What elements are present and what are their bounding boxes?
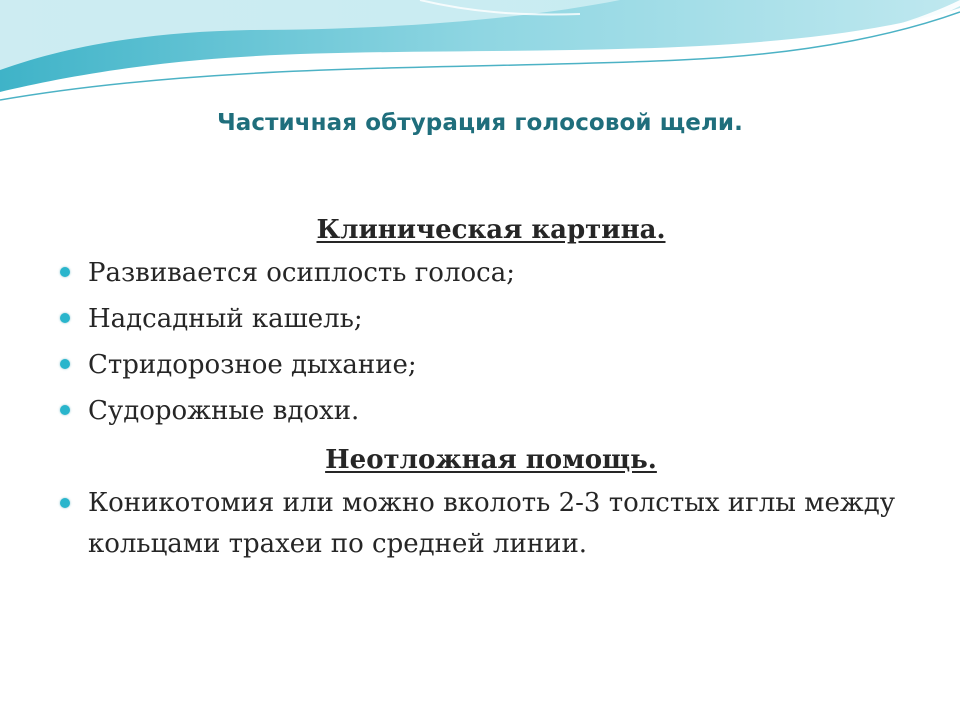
list-item-text: Судорожные вдохи. (88, 396, 360, 426)
list-item (56, 342, 926, 388)
emergency-care-heading: Неотложная помощь. (325, 445, 657, 475)
list-item-text: Развивается осиплость голоса; (88, 258, 515, 288)
clinical-picture-list (56, 250, 926, 434)
emergency-care-list (56, 480, 926, 565)
bullet-icon (60, 313, 70, 323)
slide-title: Частичная обтурация голосовой щели. (217, 110, 743, 136)
list-item-text: Стридорозное дыхание; (88, 350, 417, 380)
list-item (56, 480, 926, 565)
bullet-icon (60, 498, 70, 508)
bullet-icon (60, 359, 70, 369)
list-item-text: Коникотомия или можно вколоть 2-3 толстых иглы между кольцами трахеи по средней линии. (88, 488, 896, 559)
list-item (56, 250, 926, 296)
list-item-text: Надсадный кашель; (88, 304, 363, 334)
list-item (56, 388, 926, 434)
wave-header-decoration (0, 0, 960, 110)
bullet-icon (60, 405, 70, 415)
slide-body (56, 210, 926, 565)
clinical-picture-heading: Клиническая картина. (316, 215, 666, 245)
list-item (56, 296, 926, 342)
bullet-icon (60, 267, 70, 277)
